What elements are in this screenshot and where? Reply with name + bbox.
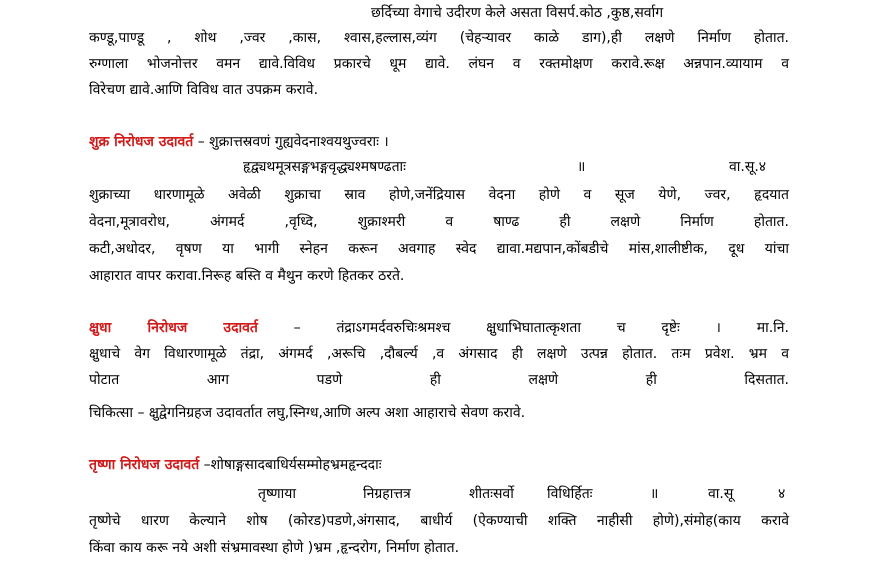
- paragraph-line: छर्दिच्या वेगाचे उदीरण केले असता विसर्प.कोठ ,कुष्ठ,सर्वाग: [371, 5, 664, 21]
- paragraph-line: विरेचण द्यावे.आणि विविध वात उपक्रम करावे.: [89, 82, 319, 98]
- verse-word: निग्रहात्तत्र: [363, 486, 411, 502]
- verse-reference: ४: [778, 486, 786, 502]
- paragraph-line: वेदना,मूत्रावरोध, अंगमर्द ,वृध्दि, शुक्राश्मरी व षाण्ढ ही लक्षणे निर्माण होतात.: [89, 214, 789, 230]
- paragraph-line: तृष्णेचे धारण केल्याने शोष (कोरड)पडणे,अंगसाद, बाधीर्य (ऐकण्याची शक्ति नाहीसी होणे),संमोह(काय करावे: [89, 513, 789, 529]
- section-heading-line: [89, 131, 789, 153]
- section-heading-line: [89, 317, 789, 339]
- sanskrit-verse: – तंद्राऽगमर्दवरुचिःश्रमश्च क्षुधाभिघातात्कृशता च दृष्टेः । मा.नि.: [257, 320, 790, 336]
- paragraph-line: कटी,अधोदर, वृषण या भागी स्नेहन करून अवगाह स्वेद द्यावा.मद्यपान,कोंबडीचे मांस,शालीष्टीक, दूध यांचा: [89, 241, 789, 257]
- sanskrit-verse: –शोषाङ्गसादबाधिर्यसम्मोहभ्रमहृन्ददाः: [199, 457, 382, 473]
- verse-word: तृष्णाया: [258, 486, 296, 502]
- verse-mark: ॥: [577, 159, 586, 175]
- paragraph-line: आहारात वापर करावा.निरूह बस्ति व मैथुन करणे हितकर ठरते.: [89, 268, 405, 284]
- verse-mark: ॥: [650, 486, 659, 502]
- sanskrit-verse: – शुक्रात्तस्रवणं गुह्यवेदनाश्वयथुज्वराः ।: [193, 134, 389, 150]
- paragraph-line: कण्डू,पाण्डू , शोथ ,ज्वर ,कास, श्वास,हल्लास,व्यंग (चेहऱ्यावर काळे डाग),ही लक्षणे निर्माण होतात.: [89, 30, 789, 46]
- section-heading-line: [89, 454, 789, 476]
- paragraph-line: चिकित्सा – क्षुद्वेगनिग्रहज उदावर्तात लघु,स्निग्ध,आणि अल्प अशा आहाराचे सेवण करावे.: [89, 405, 526, 421]
- paragraph-line: रुग्णाला भोजनोत्तर वमन द्यावे.विविध प्रकारचे धूम द्यावे. लंघन व रक्तमोक्षण करावे.रूक्ष अन्नपान.व्यायाम व: [89, 56, 789, 72]
- paragraph-line: क्षुधाचे वेग विधारणामूळे तंद्रा, अंगमर्द ,अरूचि ,दौबर्ल्य ,व अंगसाद ही लक्षणे उत्पन्न होतात. तःम प्रवेश. भ्रम व: [89, 346, 789, 362]
- sanskrit-verse: हृद्व्यथमूत्रसङ्गभङ्गवृद्ध्यश्मषण्ढताः: [243, 159, 407, 175]
- verse-word: शीतःसर्वो: [469, 486, 514, 502]
- verse-reference: वा.सू: [708, 486, 734, 502]
- paragraph-line: पोटात आग पडणे ही लक्षणे ही दिसतात.: [89, 372, 789, 388]
- paragraph-line: शुक्राच्या धारणामूळे अवेळी शुक्राचा स्राव होणे,जनेंद्रियास वेदना होणे व सूज येणे, ज्वर, हृदयात: [89, 187, 789, 203]
- paragraph-line: किंवा काय करू नये अशी संभ्रमावस्था होणे )भ्रम ,हृन्दरोग, निर्माण होतात.: [89, 540, 460, 556]
- section-heading: तृष्णा निरोधज उदावर्त: [89, 457, 200, 473]
- section-heading: क्षुधा निरोधज उदावर्त: [89, 320, 258, 336]
- verse-reference: वा.सू.४: [729, 159, 767, 175]
- verse-word: विधिर्हितः: [547, 486, 593, 502]
- section-heading: शुक्र निरोधज उदावर्त: [89, 134, 194, 150]
